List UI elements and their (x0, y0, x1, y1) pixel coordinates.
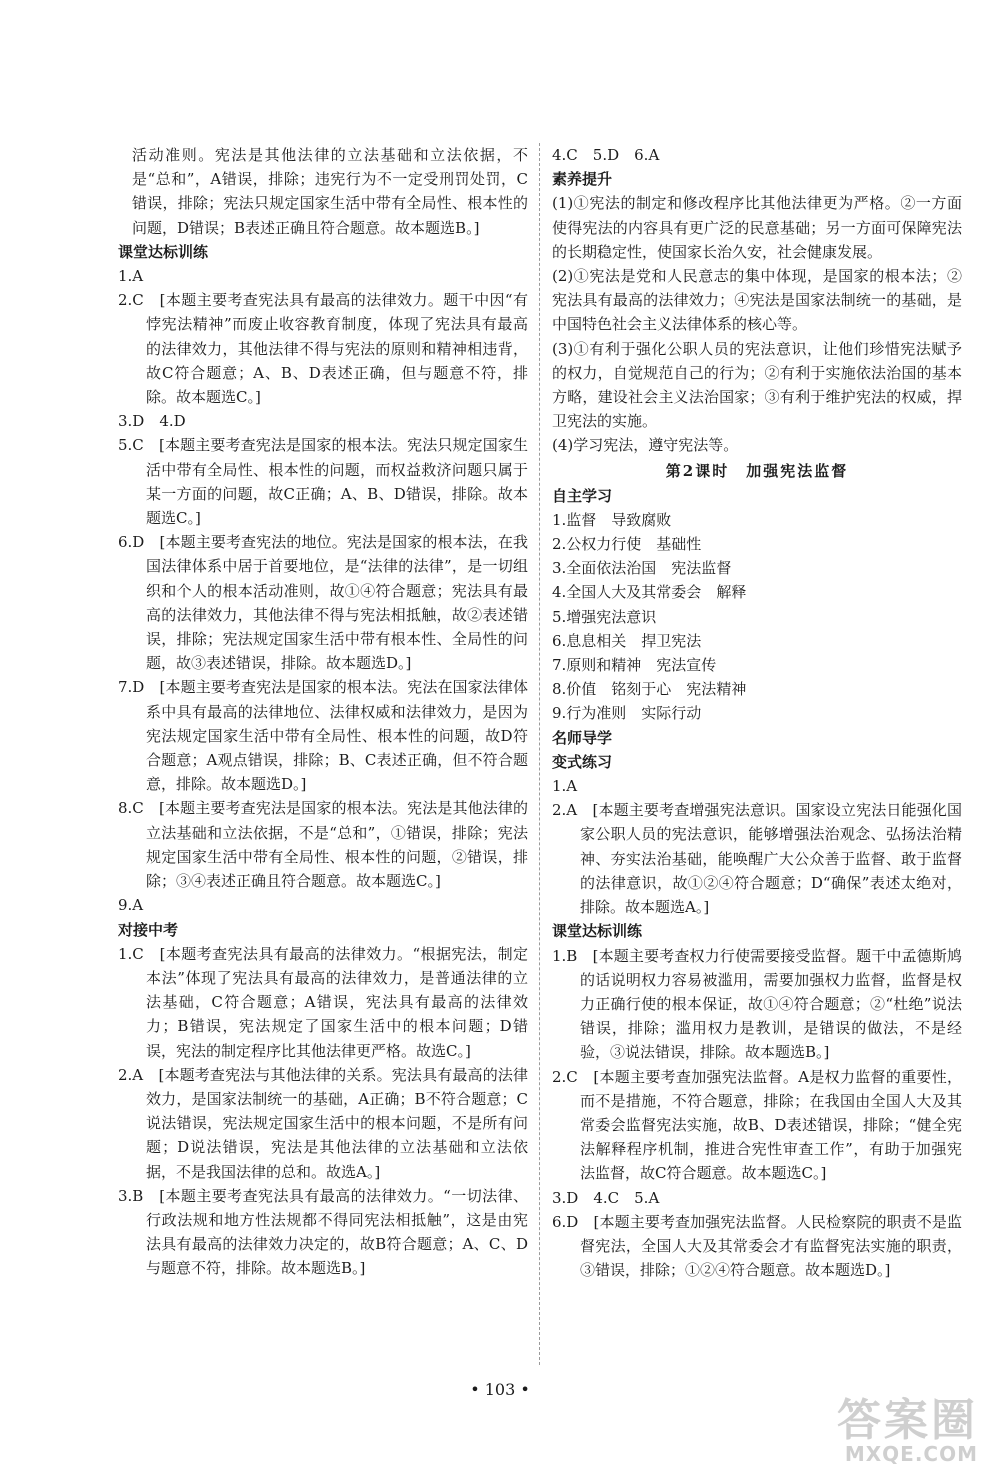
answer-item: 6.息息相关 捍卫宪法 (552, 631, 702, 650)
section-heading: 名师导学 (552, 728, 613, 747)
page-number: • 103 • (470, 1380, 530, 1399)
answer-item: 1.B [本题主要考查权力行使需要接受监督。题干中孟德斯鸠的话说明权力容易被滥用，需要加强权力监督，监督是权力正确行使的根本保证，故①④符合题意；②“杜绝”说法错误，排除；滥用权力是教训，是错误的做法，不是经验，③说法错误，排除。故本题选B。] (552, 946, 962, 1062)
answer-item: 6.D [本题主要考查加强宪法监督。人民检察院的职责不是监督宪法，全国人大及其常委会才有监督宪法实施的职责，③错误，排除；①②④符合题意。故本题选D。] (552, 1212, 962, 1280)
answer-item: 3.全面依法治国 宪法监督 (552, 559, 732, 578)
section-heading: 课堂达标训练 (118, 242, 209, 261)
left-column (118, 143, 528, 1281)
answer-item: 1.C [本题考查宪法具有最高的法律效力。“根据宪法，制定本法”体现了宪法具有最高的法律效力，是普通法律的立法基础，C符合题意；A错误，宪法具有最高的法律效力；B错误，宪法规定了国家生活中的根本问题；D错误，宪法的制定程序比其他法律更严格。故选C。] (118, 944, 528, 1060)
answer-item: 2.A [本题主要考查增强宪法意识。国家设立宪法日能强化国家公职人员的宪法意识，能够增强法治观念、弘扬法治精神、夯实法治基础，能唤醒广大公众善于监督、敢于监督的法律意识，故①②④符合题意；D“确保”表述太绝对，排除。故本题选A。] (552, 801, 962, 917)
answer-item: 4.C 5.D 6.A (552, 146, 660, 164)
answer-item: 5.C [本题主要考查宪法是国家的根本法。宪法只规定国家生活中带有全局性、根本性的问题，而权益救济问题只属于某一方面的问题，故C正确；A、B、D错误，排除。故本题选C。] (118, 436, 528, 528)
answer-item: 2.A [本题考查宪法与其他法律的关系。宪法具有最高的法律效力，是国家法制统一的基础，A正确；B不符合题意；C说法错误，宪法规定国家生活中的根本问题，不是所有问题；D说法错误，宪法是其他法律的立法基础和立法依据，不是我国法律的总和。故选A。] (118, 1065, 528, 1181)
answer-item: 1.A (552, 777, 578, 796)
answer-continuation: 活动准则。宪法是其他法律的立法基础和立法依据，不是“总和”，A错误，排除；违宪行为不一定受刑罚处罚，C错误，排除；宪法只规定国家生活中带有全局性、根本性的问题，D错误；B表述正确且符合题意。故本题选B。] (132, 146, 528, 237)
section-heading: 素养提升 (552, 170, 613, 189)
column-divider (539, 143, 540, 1365)
section-heading: 自主学习 (552, 486, 613, 505)
answer-item: 2.公权力行使 基础性 (552, 535, 702, 554)
answer-item: 4.全国人大及其常委会 解释 (552, 583, 747, 602)
right-column (552, 143, 962, 1282)
watermark-text: 答案圈 (837, 1395, 978, 1446)
answer-item: 3.D 4.C 5.A (552, 1188, 660, 1207)
answer-paragraph: (4)学习宪法，遵守宪法等。 (552, 436, 739, 455)
answer-item: 8.C [本题主要考查宪法是国家的根本法。宪法是其他法律的立法基础和立法依据，不是“总和”，①错误，排除；宪法规定国家生活中带有全局性、根本性的问题，②错误，排除；③④表述正确且符合题意。故本题选C。] (118, 799, 528, 891)
answer-paragraph: (2)①宪法是党和人民意志的集中体现，是国家的根本法；②宪法具有最高的法律效力；④宪法是国家法制统一的基础，是中国特色社会主义法律体系的核心等。 (552, 267, 962, 334)
answer-item: 9.A (118, 896, 144, 915)
section-heading: 课堂达标训练 (552, 922, 643, 941)
answer-item: 5.增强宪法意识 (552, 607, 657, 626)
answer-item: 1.A (118, 267, 144, 286)
answer-item: 6.D [本题主要考查宪法的地位。宪法是国家的根本法，在我国法律体系中居于首要地位，是“法律的法律”，是一切组织和个人的根本活动准则，故①④符合题意；宪法具有最高的法律效力，其他法律不得与宪法相抵触，故②表述错误，排除；宪法规定国家生活中带有根本性、全局性的问题，故③表述错误，排除。故本题选D。] (118, 533, 528, 673)
answer-item: 7.D [本题主要考查宪法是国家的根本法。宪法在国家法律体系中具有最高的法律地位、法律权威和法律效力，是因为宪法规定国家生活中带有全局性、根本性的问题，故D符合题意；A观点错误，排除；B、C表述正确，但不符合题意，排除。故本题选D。] (118, 678, 528, 794)
answer-item: 2.C [本题主要考查加强宪法监督。A是权力监督的重要性，而不是措施，不符合题意，排除；在我国由全国人大及其常委会监督宪法实施，故B、D表述错误，排除；“健全宪法解释程序机制，推进合宪性审查工作”，有助于加强宪法监督，故C符合题意。故本题选C。] (552, 1067, 962, 1183)
answer-item: 2.C [本题主要考查宪法具有最高的法律效力。题干中因“有悖宪法精神”而废止收容教育制度，体现了宪法具有最高的法律效力，其他法律不得与宪法的原则和精神相违背，故C符合题意；A、B、D表述正确，但与题意不符，排除。故本题选C。] (118, 291, 528, 407)
section-heading: 变式练习 (552, 752, 613, 771)
watermark-logo (837, 1395, 978, 1466)
section-heading: 对接中考 (118, 920, 179, 939)
answer-paragraph: (1)①宪法的制定和修改程序比其他法律更为严格。②一方面使得宪法的内容具有更广泛的民意基础；另一方面可保障宪法的长期稳定性，使国家长治久安，社会健康发展。 (552, 194, 962, 261)
answer-item: 7.原则和精神 宪法宣传 (552, 656, 717, 675)
answer-item: 3.B [本题主要考查宪法具有最高的法律效力。“一切法律、行政法规和地方性法规都不得同宪法相抵触”，这是由宪法具有最高的法律效力决定的，故B符合题意；A、C、D与题意不符，排除。故本题选B。] (118, 1186, 528, 1278)
answer-item: 3.D 4.D (118, 412, 186, 431)
answer-item: 9.行为准则 实际行动 (552, 704, 702, 723)
answer-item: 1.监督 导致腐败 (552, 510, 672, 529)
watermark-url: MXQE.COM (844, 1442, 978, 1466)
lesson-title: 第2课时 加强宪法监督 (665, 461, 849, 480)
answer-item: 8.价值 铭刻于心 宪法精神 (552, 680, 747, 699)
answer-paragraph: (3)①有利于强化公职人员的宪法意识，让他们珍惜宪法赋予的权力，自觉规范自己的行为；②有利于实施依法治国的基本方略，建设社会主义法治国家；③有利于维护宪法的权威，捍卫宪法的实施。 (552, 339, 962, 431)
